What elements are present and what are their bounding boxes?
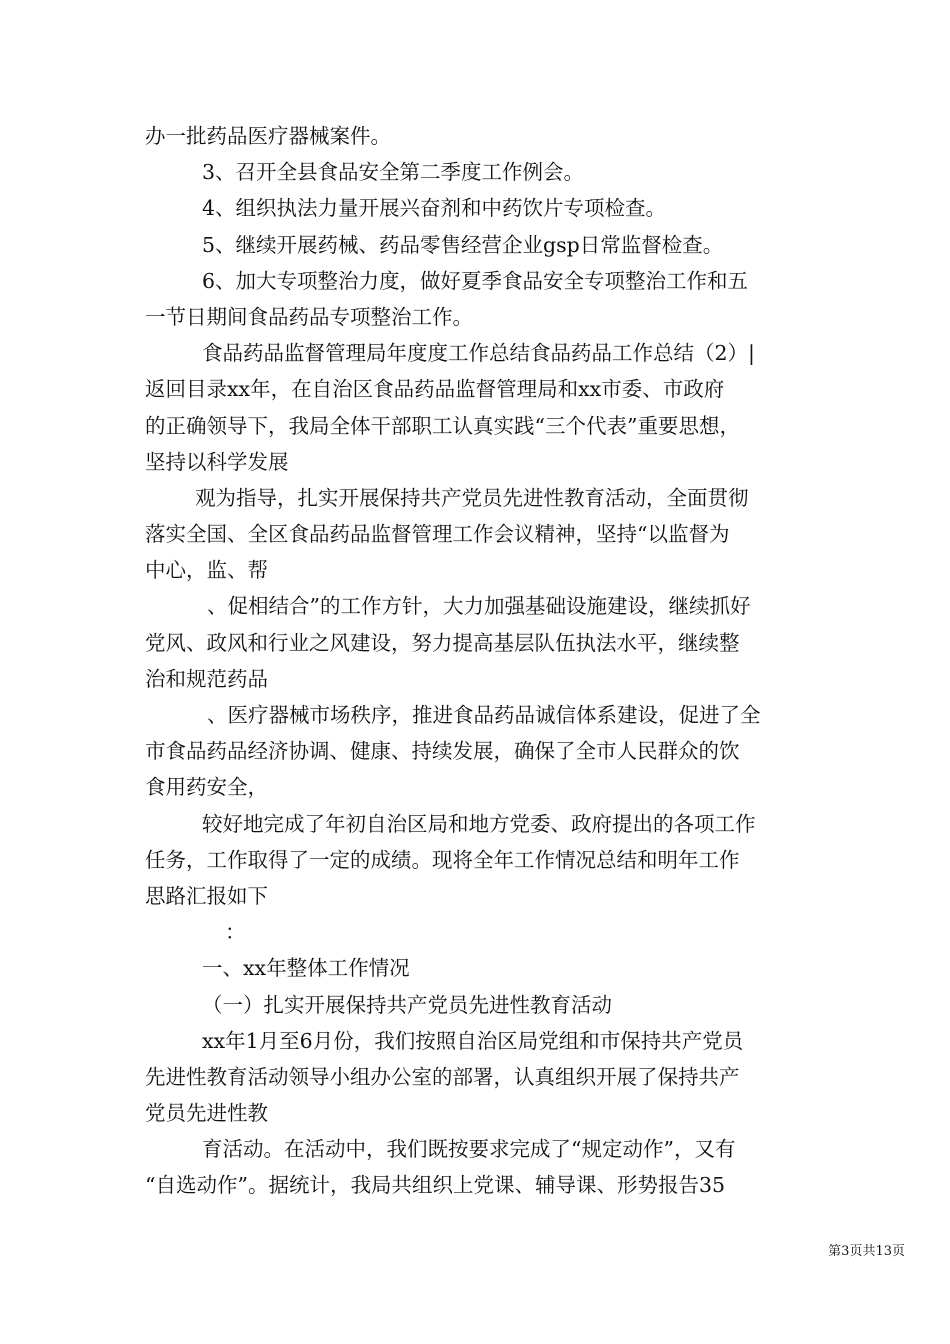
text-line: ： — [225, 920, 246, 945]
text-line: 食品药品监督管理局年度度工作总结食品药品工作总结（2）| — [202, 341, 755, 366]
text-line: 坚持以科学发展 — [145, 449, 289, 474]
document-body — [145, 118, 810, 1204]
text-line: 4、组织执法力量开展兴奋剂和中药饮片专项检查。 — [202, 196, 667, 221]
text-line: 办一批药品医疗器械案件。 — [145, 124, 391, 148]
text-line: 先进性教育活动领导小组办公室的部署，认真组织开展了保持共产 — [145, 1064, 740, 1089]
text-line: 返回目录xx年，在自治区食品药品监督管理局和xx市委、市政府 — [145, 377, 725, 402]
text-line: 3、召开全县食品安全第二季度工作例会。 — [202, 160, 585, 185]
text-line: xx年1月至6月份，我们按照自治区局党组和市保持共产党员 — [202, 1028, 744, 1053]
text-line: 、促相结合”的工作方针，大力加强基础设施建设，继续抓好 — [207, 594, 751, 619]
text-line: 的正确领导下，我局全体干部职工认真实践“三个代表”重要思想， — [145, 413, 740, 438]
text-line: 育活动。在活动中，我们既按要求完成了“规定动作”，又有 — [202, 1137, 736, 1162]
text-line: 食用药安全， — [145, 775, 268, 800]
text-line: 一节日期间食品药品专项整治工作。 — [145, 304, 473, 329]
text-line: 党风、政风和行业之风建设，努力提高基层队伍执法水平，继续整 — [145, 630, 740, 655]
text-line: 较好地完成了年初自治区局和地方党委、政府提出的各项工作 — [202, 811, 756, 836]
text-line: 一、xx年整体工作情况 — [202, 956, 410, 981]
page-number-footer: 第3页共13页 — [828, 1244, 905, 1259]
text-line: 任务，工作取得了一定的成绩。现将全年工作情况总结和明年工作 — [145, 847, 740, 872]
text-line: 党员先进性教 — [145, 1101, 268, 1126]
text-line: 治和规范药品 — [145, 666, 268, 691]
text-line: 市食品药品经济协调、健康、持续发展，确保了全市人民群众的饮 — [145, 739, 740, 764]
text-line: 中心，监、帮 — [145, 558, 268, 583]
text-line: （一）扎实开展保持共产党员先进性教育活动 — [202, 992, 612, 1017]
text-line: “自选动作”。据统计，我局共组织上党课、辅导课、形势报告35 — [145, 1173, 726, 1198]
text-line: 思路汇报如下 — [145, 883, 268, 908]
text-line: 落实全国、全区食品药品监督管理工作会议精神，坚持“以监督为 — [145, 522, 730, 547]
text-line: 6、加大专项整治力度，做好夏季食品安全专项整治工作和五 — [202, 268, 749, 293]
text-line: 5、继续开展药械、药品零售经营企业gsp日常监督检查。 — [202, 232, 724, 257]
text-line: 、医疗器械市场秩序，推进食品药品诚信体系建设，促进了全 — [207, 703, 761, 727]
text-line: 观为指导，扎实开展保持共产党员先进性教育活动，全面贯彻 — [195, 485, 749, 510]
